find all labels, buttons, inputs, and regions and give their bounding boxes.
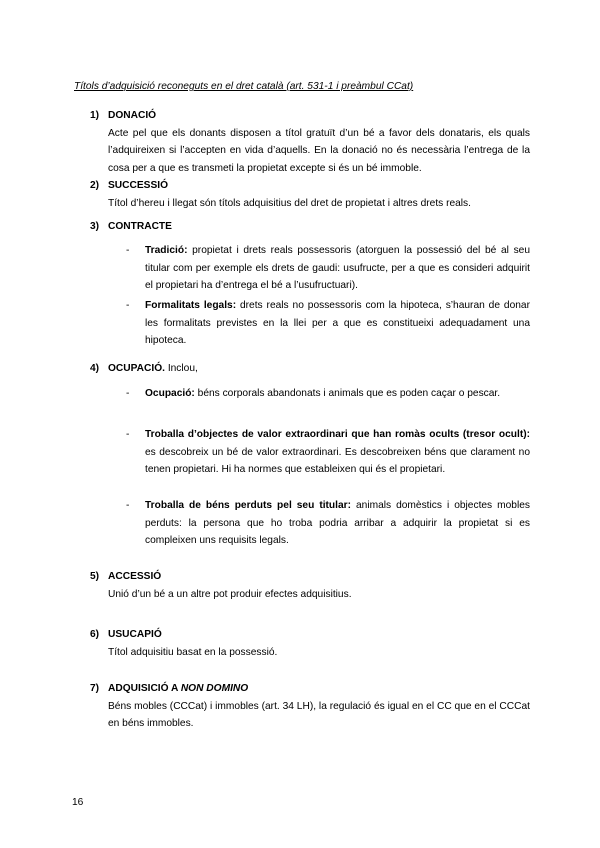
list-dash: - — [126, 500, 130, 511]
section-number: 2) — [90, 180, 100, 191]
list-item-term: Troballa d’objectes de valor extraordinari que han romàs ocults (tresor ocult): — [145, 429, 530, 440]
section-title-italic: NON DOMINO — [180, 683, 249, 694]
section-title-text: ADQUISICIÓ A — [108, 683, 181, 694]
list-item-bens-perduts — [126, 497, 530, 550]
section-body: Unió d’un bé a un altre pot produir efectes adquisitius. — [108, 588, 352, 600]
list-item-text — [145, 297, 530, 350]
section-number: 6) — [90, 629, 100, 640]
section-number: 4) — [90, 363, 100, 374]
section-title-text: SUCCESSIÓ — [108, 180, 169, 191]
section-accessio — [90, 568, 530, 603]
section-adquisicio-non-domino — [90, 680, 530, 733]
list-dash: - — [126, 388, 130, 399]
section-title-text: OCUPACIÓ. — [108, 363, 165, 374]
section-title-text: DONACIÓ — [108, 110, 157, 121]
section-body: Títol adquisitiu basat en la possessió. — [108, 646, 278, 658]
section-title — [90, 626, 530, 644]
section-number: 3) — [90, 221, 100, 232]
list-dash: - — [126, 245, 130, 256]
list-item-term: Formalitats legals: — [145, 300, 237, 311]
section-title-text: CONTRACTE — [108, 221, 172, 232]
section-successio — [90, 177, 530, 212]
section-body: Béns mobles (CCCat) i immobles (art. 34 LH), la regulació és igual en el CC que en el CCCat en béns immobles. — [108, 700, 530, 730]
section-body: Acte pel que els donants disposen a títol gratuït d’un bé a favor dels donataris, els quals l’adquireixen si l’accepten en vida d’aquells. En la donació no és necessària l’entrega de la cosa per a que es transmeti la propietat excepte si és un bé immoble. — [108, 127, 530, 174]
section-number: 5) — [90, 571, 100, 582]
list-item-description: propietat i drets reals possessoris (atorguen la possessió del bé al seu titular com per exemple els drets de gaudi: usufructe, per a que es consideri adquirit el propietari ha d’entrega el bé a l’usufructuari). — [145, 245, 530, 292]
section-usucapio — [90, 626, 530, 661]
section-number: 7) — [90, 683, 100, 694]
list-item-text — [145, 385, 530, 403]
section-title — [90, 177, 530, 195]
list-item-description: béns corporals abandonats i animals que es poden caçar o pescar. — [194, 388, 501, 399]
section-donacio — [90, 107, 530, 177]
list-item-description: animals domèstics i objectes mobles perduts: la persona que ho troba podria arribar a adquirir la propietat si es compleixen uns requisits legals. — [145, 500, 530, 547]
list-item-term: Troballa de béns perduts pel seu titular: — [145, 500, 352, 511]
section-title — [90, 568, 530, 586]
list-dash: - — [126, 300, 130, 311]
section-number: 1) — [90, 110, 100, 121]
section-title-suffix: Inclou, — [164, 363, 198, 374]
list-item-text — [145, 426, 530, 479]
list-dash: - — [126, 429, 130, 440]
list-item-tradicio — [126, 242, 530, 295]
list-item-tresor-ocult — [126, 426, 530, 479]
section-contracte — [90, 218, 530, 236]
list-item-term: Tradició: — [145, 245, 188, 256]
list-item-ocupacio — [126, 385, 530, 403]
section-title — [90, 360, 530, 378]
list-item-text — [145, 497, 530, 550]
page-heading: Títols d’adquisició reconeguts en el dret català (art. 531-1 i preàmbul CCat) — [74, 81, 414, 92]
page-number: 16 — [72, 797, 84, 808]
section-body: Títol d’hereu i llegat són títols adquisitius del dret de propietat i altres drets reals. — [108, 197, 471, 209]
section-title — [90, 107, 530, 125]
section-title-text: ACCESSIÓ — [108, 571, 162, 582]
section-title — [90, 218, 530, 236]
section-title — [90, 680, 530, 698]
list-item-term: Ocupació: — [145, 388, 195, 399]
section-ocupacio — [90, 360, 530, 378]
section-title-text: USUCAPIÓ — [108, 629, 162, 640]
list-item-description: es descobreix un bé de valor extraordinari. Es descobreixen béns que clarament no tenen propietari. Hi ha normes que estableixen qui és el propietari. — [145, 446, 530, 476]
list-item-text — [145, 242, 530, 295]
list-item-formalitats — [126, 297, 530, 350]
list-item-description: drets reals no possessoris com la hipoteca, s’hauran de donar les formalitats previstes en la llei per a que es constitueixi adequadament una hipoteca. — [145, 300, 530, 347]
